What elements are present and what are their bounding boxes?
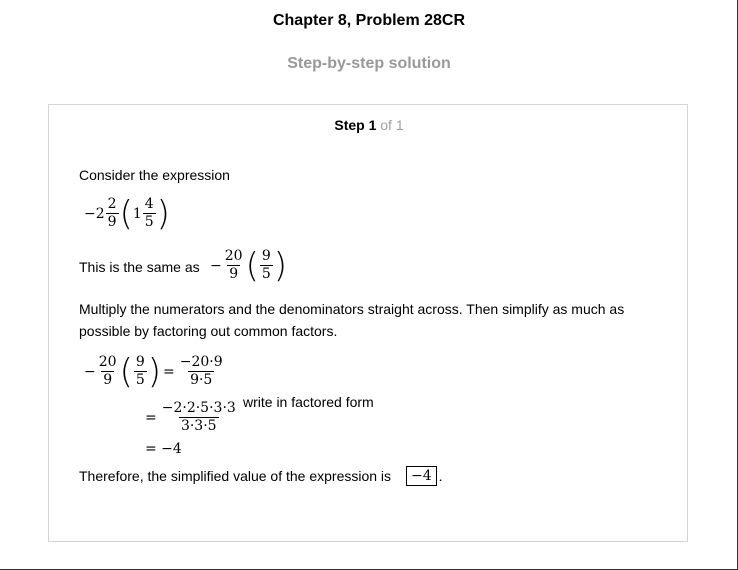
factored-form-note: write in factored form [243, 394, 374, 410]
eq1-lhs-den: 9 [103, 372, 113, 388]
equation-step-1 [84, 351, 226, 392]
expr2-inner-fraction [260, 248, 273, 283]
multiply-text-2: possible by factoring out common factors. [79, 323, 338, 339]
expr1-fraction [106, 196, 119, 231]
expr1-whole: −2 [84, 205, 105, 222]
expr1-inner-fraction [143, 196, 156, 231]
eq1-rhs-fraction [178, 354, 225, 389]
right-paren: ) [273, 245, 288, 286]
step-count: of 1 [380, 117, 404, 133]
conclusion-text: Therefore, the simplified value of the expression is [79, 468, 392, 484]
eq2-num: −2·2·5·3·3 [161, 400, 236, 416]
step-label: Step 1 [334, 117, 377, 133]
expr1-num: 2 [107, 196, 117, 212]
left-paren: ( [119, 193, 133, 234]
expr1-inner-whole: 1 [132, 205, 142, 222]
expr1-inner-den: 5 [144, 214, 154, 230]
eq2-den: 3·3·5 [180, 418, 217, 434]
left-paren: ( [119, 351, 133, 392]
eq1-inner-fraction [134, 354, 147, 389]
eq1-sign: − [84, 363, 96, 380]
right-paren: ) [147, 351, 162, 392]
equals-sign: = [145, 409, 157, 426]
right-paren: ) [156, 193, 170, 234]
expr2-fraction [223, 248, 245, 283]
eq1-rhs-num: −20·9 [179, 354, 223, 370]
expr2-inner-num: 9 [261, 248, 271, 264]
eq1-lhs-fraction [97, 354, 119, 389]
eq2-fraction [160, 400, 238, 435]
answer-wrapper [398, 466, 443, 486]
same-as-text: This is the same as [79, 259, 200, 275]
expr1-inner-num: 4 [144, 196, 154, 212]
eq1-lhs-num: 20 [98, 354, 117, 370]
equation-step-2 [145, 400, 239, 435]
page-title: Chapter 8, Problem 28CR [272, 12, 466, 29]
equals-sign: = [163, 363, 175, 380]
left-paren: ( [245, 245, 259, 286]
eq1-rhs-den: 9·5 [190, 372, 213, 388]
expr2-sign: − [210, 257, 222, 274]
expr2-den: 9 [229, 266, 239, 282]
multiply-text-1: Multiply the numerators and the denominators straight across. Then simplify as much as [79, 301, 625, 317]
equation-step-3: = −4 [145, 441, 182, 457]
eq1-inner-den: 5 [135, 372, 145, 388]
eq1-inner-num: 9 [135, 354, 145, 370]
expr2-num: 20 [224, 248, 243, 264]
answer-box: −4 [406, 466, 437, 486]
expr1-den: 9 [107, 214, 117, 230]
expression-mixed [84, 193, 170, 234]
consider-text: Consider the expression [79, 167, 230, 183]
solution-subtitle: Step-by-step solution [287, 55, 451, 72]
expr2-inner-den: 5 [261, 266, 271, 282]
expression-improper [210, 245, 288, 286]
step-indicator [0, 117, 738, 133]
answer-period: . [438, 468, 443, 484]
